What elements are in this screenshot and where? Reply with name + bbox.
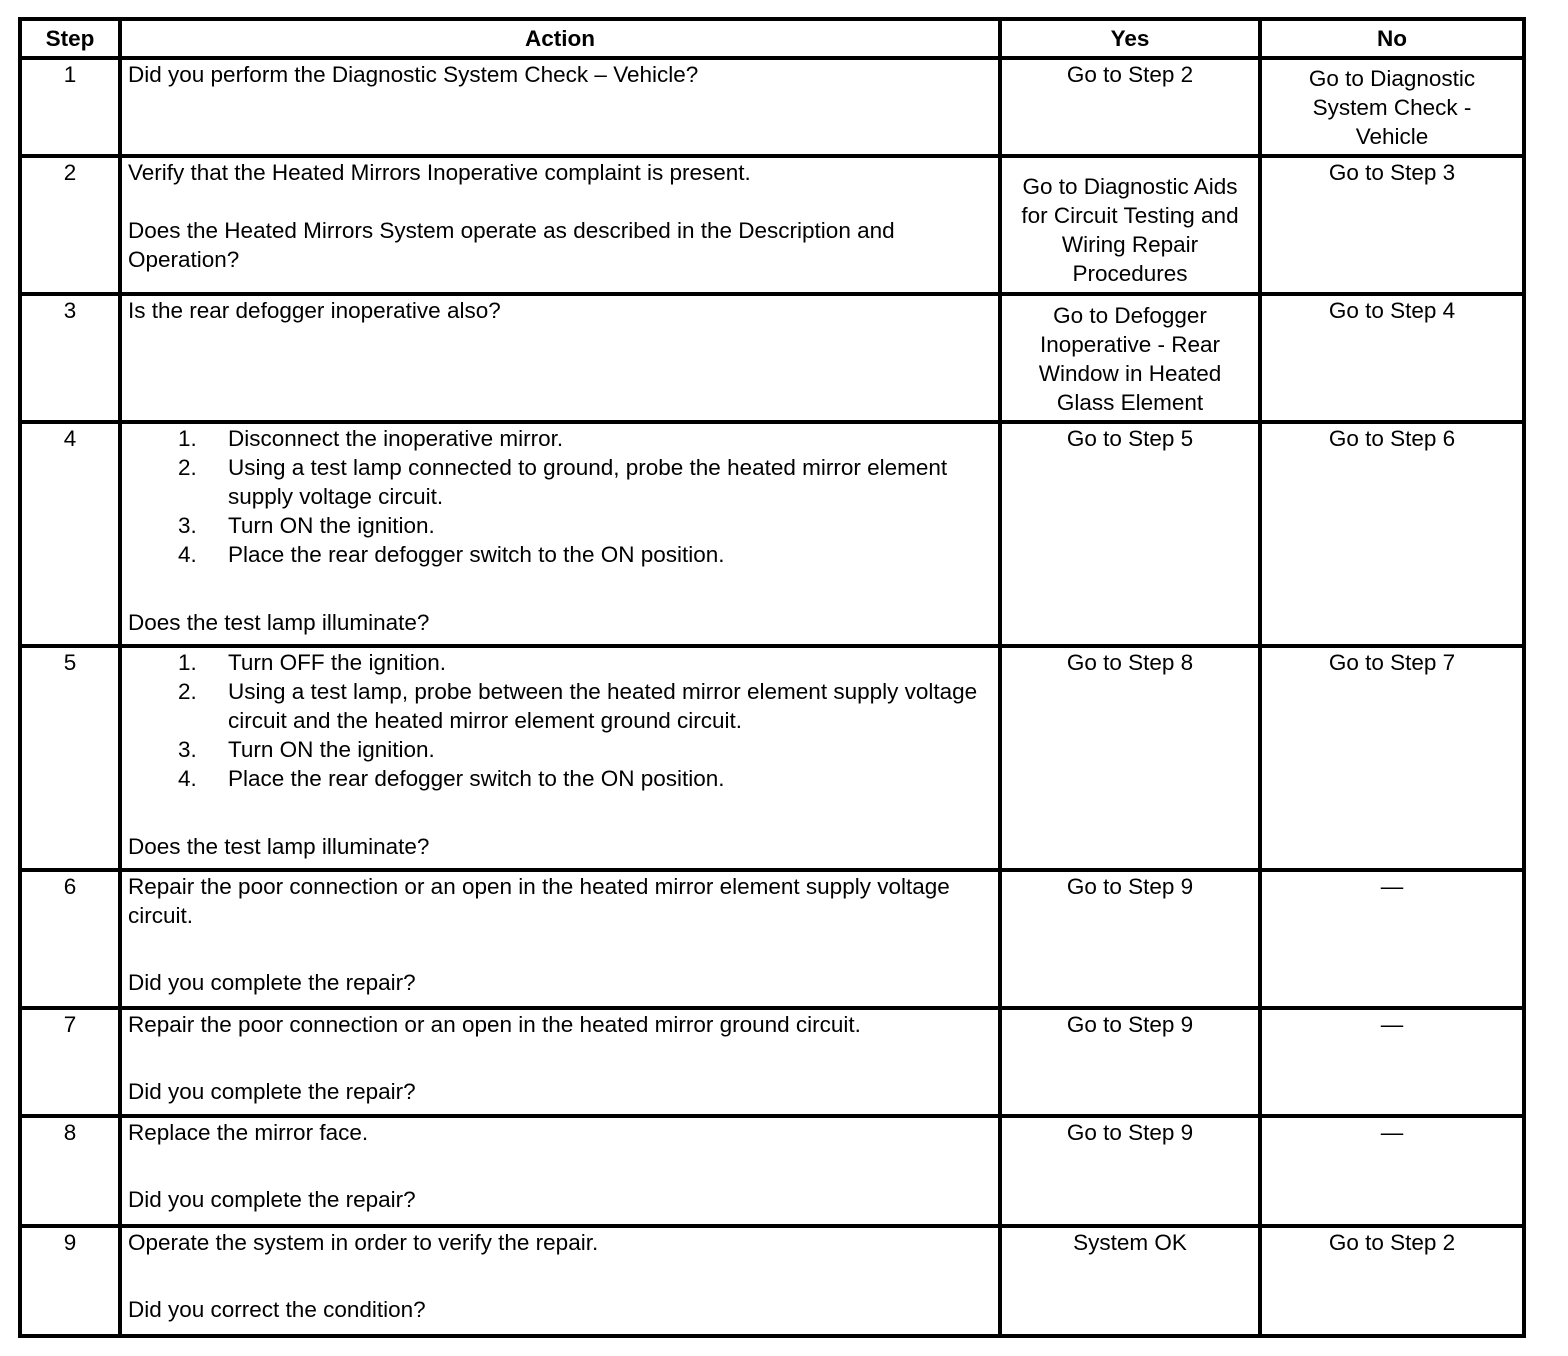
table-row	[20, 1226, 1524, 1336]
substep-text: Turn ON the ignition.	[228, 513, 435, 538]
substep-item	[178, 764, 992, 793]
action-cell	[120, 58, 1000, 156]
substep-list	[128, 424, 992, 569]
substep-text: Using a test lamp, probe between the heated mirror element supply voltage circuit and the heated mirror element ground circuit.	[228, 679, 978, 733]
substep-number: 3.	[178, 737, 197, 762]
substep-item	[178, 453, 992, 511]
substep-item	[178, 540, 992, 569]
action-cell	[120, 646, 1000, 870]
action-cell	[120, 1116, 1000, 1226]
yes-cell: System OK	[1000, 1226, 1260, 1336]
no-cell: —	[1260, 1116, 1524, 1226]
step-number: 2	[20, 156, 120, 294]
substep-number: 4.	[178, 542, 197, 567]
diagnostic-table	[18, 17, 1526, 1338]
table-row	[20, 294, 1524, 422]
substep-text: Place the rear defogger switch to the ON position.	[228, 766, 725, 791]
header-action: Action	[120, 19, 1000, 58]
table-row	[20, 870, 1524, 1008]
header-row	[20, 19, 1524, 58]
substep-number: 4.	[178, 766, 197, 791]
step-number: 4	[20, 422, 120, 646]
table-row	[20, 422, 1524, 646]
action-question: Did you correct the condition?	[128, 1297, 426, 1322]
substep-text: Using a test lamp connected to ground, probe the heated mirror element supply voltage circuit.	[228, 455, 948, 509]
yes-cell: Go to Step 8	[1000, 646, 1260, 870]
action-text: Repair the poor connection or an open in the heated mirror ground circuit.	[128, 1012, 861, 1037]
action-question: Did you complete the repair?	[128, 1187, 416, 1212]
no-cell: Go to Step 4	[1260, 294, 1524, 422]
table-row	[20, 58, 1524, 156]
substep-number: 2.	[178, 455, 197, 480]
action-cell	[120, 870, 1000, 1008]
substep-text: Turn OFF the ignition.	[228, 650, 447, 675]
no-cell: Go to Step 7	[1260, 646, 1524, 870]
yes-cell: Go to Diagnostic Aids for Circuit Testing and Wiring Repair Procedures	[1000, 156, 1260, 294]
yes-cell: Go to Step 5	[1000, 422, 1260, 646]
substep-text: Place the rear defogger switch to the ON position.	[228, 542, 725, 567]
action-text: Replace the mirror face.	[128, 1120, 369, 1145]
table-row	[20, 1116, 1524, 1226]
substep-list	[128, 648, 992, 793]
action-text: Verify that the Heated Mirrors Inoperative complaint is present.	[128, 160, 751, 185]
action-cell	[120, 156, 1000, 294]
action-cell	[120, 1008, 1000, 1116]
no-cell: Go to Step 3	[1260, 156, 1524, 294]
step-number: 5	[20, 646, 120, 870]
action-question: Does the Heated Mirrors System operate as described in the Description and Operation?	[128, 218, 895, 272]
step-number: 3	[20, 294, 120, 422]
yes-cell: Go to Step 9	[1000, 1116, 1260, 1226]
yes-cell: Go to Defogger Inoperative - Rear Window in Heated Glass Element	[1000, 294, 1260, 422]
substep-number: 2.	[178, 679, 197, 704]
action-cell	[120, 422, 1000, 646]
header-no: No	[1260, 19, 1524, 58]
substep-item	[178, 648, 992, 677]
table-row	[20, 1008, 1524, 1116]
step-number: 1	[20, 58, 120, 156]
yes-cell: Go to Step 9	[1000, 1008, 1260, 1116]
action-text: Did you perform the Diagnostic System Check – Vehicle?	[128, 62, 699, 87]
substep-item	[178, 735, 992, 764]
no-cell: —	[1260, 1008, 1524, 1116]
table-row	[20, 646, 1524, 870]
action-question: Does the test lamp illuminate?	[128, 834, 430, 859]
substep-item	[178, 677, 992, 735]
action-cell	[120, 294, 1000, 422]
header-yes: Yes	[1000, 19, 1260, 58]
action-question: Did you complete the repair?	[128, 970, 416, 995]
substep-number: 1.	[178, 650, 197, 675]
action-text: Operate the system in order to verify the repair.	[128, 1230, 599, 1255]
no-cell: Go to Step 2	[1260, 1226, 1524, 1336]
substep-text: Turn ON the ignition.	[228, 737, 435, 762]
yes-cell: Go to Step 2	[1000, 58, 1260, 156]
no-cell: Go to Diagnostic System Check - Vehicle	[1260, 58, 1524, 156]
substep-number: 1.	[178, 426, 197, 451]
step-number: 9	[20, 1226, 120, 1336]
action-question: Does the test lamp illuminate?	[128, 610, 430, 635]
no-cell: —	[1260, 870, 1524, 1008]
substep-item	[178, 424, 992, 453]
substep-item	[178, 511, 992, 540]
step-number: 6	[20, 870, 120, 1008]
action-question: Did you complete the repair?	[128, 1079, 416, 1104]
step-number: 8	[20, 1116, 120, 1226]
table-row	[20, 156, 1524, 294]
no-cell: Go to Step 6	[1260, 422, 1524, 646]
substep-text: Disconnect the inoperative mirror.	[228, 426, 564, 451]
action-text: Is the rear defogger inoperative also?	[128, 298, 501, 323]
step-number: 7	[20, 1008, 120, 1116]
header-step: Step	[20, 19, 120, 58]
action-cell	[120, 1226, 1000, 1336]
action-text: Repair the poor connection or an open in the heated mirror element supply voltage circuit.	[128, 874, 950, 928]
substep-number: 3.	[178, 513, 197, 538]
yes-cell: Go to Step 9	[1000, 870, 1260, 1008]
